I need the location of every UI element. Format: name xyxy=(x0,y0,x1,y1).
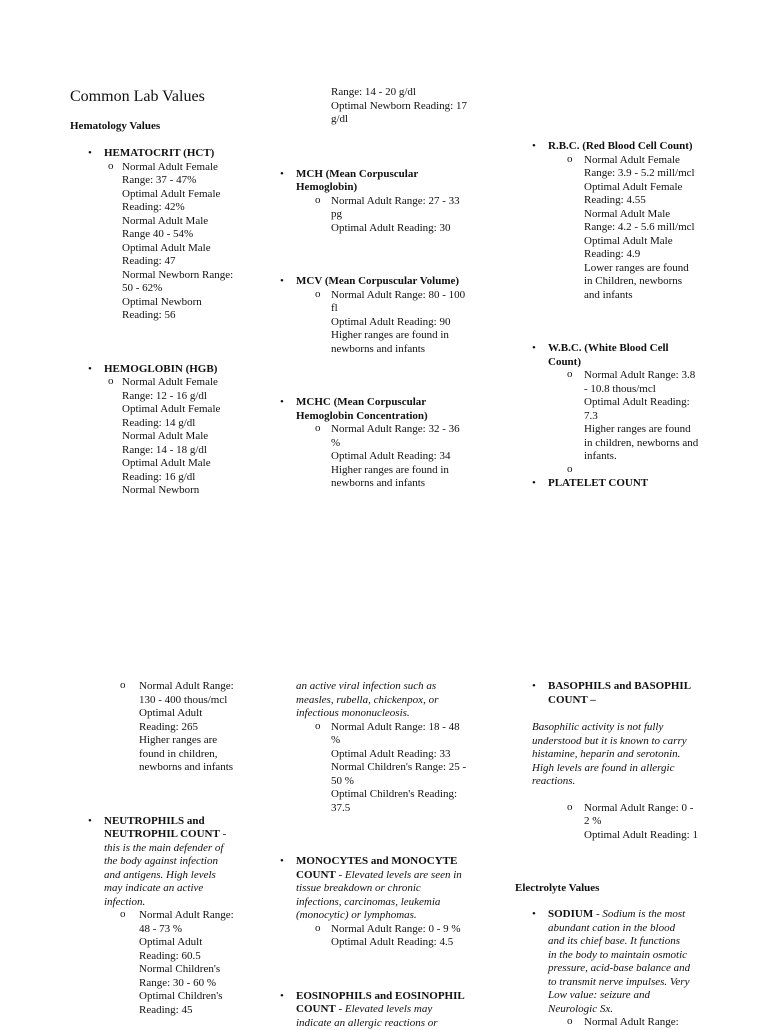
text-line: Higher ranges are found in xyxy=(331,329,485,343)
text-line: indicate an allergic reactions or xyxy=(296,1017,490,1030)
text-line: Optimal Adult xyxy=(139,707,268,721)
mch-title-2: Hemoglobin) xyxy=(296,181,485,195)
text-line: Optimal Adult Reading: xyxy=(584,396,722,410)
text-line: an active viral infection such as xyxy=(296,680,490,694)
circle-bullet-icon: o xyxy=(315,288,321,302)
text-line: High levels are found in allergic xyxy=(532,762,742,776)
text-line: and infants xyxy=(584,289,722,303)
text-line: Reading: 16 g/dl xyxy=(122,471,260,485)
eosinophil-desc-first: - Elevated levels may xyxy=(336,1003,433,1015)
text-line: newborns and infants xyxy=(331,477,485,491)
mcv-title: MCV (Mean Corpuscular Volume) xyxy=(296,275,459,287)
mch-item xyxy=(270,168,485,195)
text-line: Normal Adult Male xyxy=(584,208,722,222)
column-2 xyxy=(270,86,485,491)
sodium-dash: - xyxy=(593,908,602,920)
circle-bullet-icon: o xyxy=(567,463,573,477)
bullet-icon: • xyxy=(532,477,536,491)
text-line: Optimal Adult Male xyxy=(122,242,260,256)
text-line: and its chief base. It functions xyxy=(548,935,742,949)
column-1 xyxy=(70,88,260,498)
text-line: Normal Adult Male xyxy=(122,430,260,444)
text-line: Normal Adult Range: 0 - 9 % xyxy=(331,923,490,937)
text-line: % xyxy=(331,437,485,451)
text-line: to transmit nerve impulses. Very xyxy=(548,976,742,990)
lymphocyte-values xyxy=(270,721,490,816)
bottom-column-1 xyxy=(78,680,268,1017)
bottom-column-2 xyxy=(270,680,490,1030)
text-line: Reading: 42% xyxy=(122,201,260,215)
monocyte-item xyxy=(270,855,490,923)
basophil-item xyxy=(522,680,742,707)
text-line: pressure, acid-base balance and xyxy=(548,962,742,976)
bullet-icon: • xyxy=(280,396,284,410)
bullet-icon: • xyxy=(280,855,284,869)
text-line: Normal Children's Range: 25 - xyxy=(331,761,490,775)
hct-item xyxy=(78,147,260,161)
text-line: Optimal Adult xyxy=(139,936,268,950)
text-line: Optimal Adult Reading: 1 xyxy=(584,829,742,843)
text-line: Range: 12 - 16 g/dl xyxy=(122,390,260,404)
text-line: Range: 4.2 - 5.6 mill/mcl xyxy=(584,221,722,235)
basophil-values xyxy=(522,802,742,843)
text-line: Optimal Children's Reading: xyxy=(331,788,490,802)
neutrophil-values xyxy=(78,909,268,1017)
mcv-values xyxy=(270,289,485,357)
column-3 xyxy=(522,140,722,490)
text-line: Reading: 4.9 xyxy=(584,248,722,262)
hgb-continued xyxy=(270,86,485,127)
text-line: Normal Newborn Range: xyxy=(122,269,260,283)
lymphocyte-continued xyxy=(270,680,490,721)
text-line: 7.3 xyxy=(584,410,722,424)
text-line: Normal Adult Range: 32 - 36 xyxy=(331,423,485,437)
bullet-icon: • xyxy=(532,342,536,356)
text-line: g/dl xyxy=(331,113,485,127)
mchc-item xyxy=(270,396,485,423)
text-line: infection. xyxy=(104,896,268,910)
text-line: Reading: 60.5 xyxy=(139,950,268,964)
text-line: Normal Adult Female xyxy=(584,154,722,168)
text-line: understood but it is known to carry xyxy=(532,735,742,749)
wbc-title: W.B.C. (White Blood Cell xyxy=(548,342,722,356)
text-line: in the body to maintain osmotic xyxy=(548,949,742,963)
monocyte-desc-first: - Elevated levels are seen in xyxy=(336,869,462,881)
text-line: in children, newborns and xyxy=(584,437,722,451)
wbc-item xyxy=(522,342,722,369)
monocyte-title: MONOCYTES and MONOCYTE xyxy=(296,855,490,869)
mcv-item xyxy=(270,275,485,289)
text-line: Higher ranges are found xyxy=(584,423,722,437)
text-line: measles, rubella, chickenpox, or xyxy=(296,694,490,708)
hgb-item xyxy=(78,363,260,377)
bullet-icon: • xyxy=(88,363,92,377)
text-line: Range: 3.9 - 5.2 mill/mcl xyxy=(584,167,722,181)
text-line: Low value: seizure and xyxy=(548,989,742,1003)
text-line: Normal Adult Range: 0 - xyxy=(584,802,742,816)
sodium-title: SODIUM xyxy=(548,908,593,920)
monocyte-values xyxy=(270,923,490,950)
text-line: Optimal Adult Female xyxy=(584,181,722,195)
text-line: Optimal Adult Male xyxy=(122,457,260,471)
text-line: newborns and infants xyxy=(331,343,485,357)
circle-bullet-icon: o xyxy=(315,194,321,208)
bullet-icon: • xyxy=(280,990,284,1004)
eosinophil-title-2: COUNT xyxy=(296,1003,336,1015)
text-line: Normal Adult Range: 27 - 33 xyxy=(331,195,485,209)
text-line: Range: 37 - 47% xyxy=(122,174,260,188)
section-title-hematology: Hematology Values xyxy=(70,120,260,132)
text-line: (monocytic) or lymphomas. xyxy=(296,909,490,923)
neutrophil-title: NEUTROPHILS and xyxy=(104,815,268,829)
platelet-title: PLATELET COUNT xyxy=(548,477,648,489)
eosinophil-title: EOSINOPHILS and EOSINOPHIL xyxy=(296,990,490,1004)
text-line: 50 - 62% xyxy=(122,282,260,296)
text-line: Optimal Adult Reading: 34 xyxy=(331,450,485,464)
circle-bullet-icon: o xyxy=(567,1015,573,1029)
text-line: Range: 30 - 60 % xyxy=(139,977,268,991)
text-line: Reading: 4.55 xyxy=(584,194,722,208)
circle-bullet-icon: o xyxy=(567,368,573,382)
mchc-values xyxy=(270,423,485,491)
bullet-icon: • xyxy=(280,168,284,182)
mch-values xyxy=(270,195,485,236)
circle-bullet-icon: o xyxy=(120,679,126,693)
neutrophil-dash: - xyxy=(220,828,226,840)
text-line: Normal Adult Female xyxy=(122,376,260,390)
circle-bullet-icon: o xyxy=(315,720,321,734)
text-line: Optimal Adult Reading: 33 xyxy=(331,748,490,762)
monocyte-title-2: COUNT xyxy=(296,869,336,881)
text-line: histamine, heparin and serotonin. xyxy=(532,748,742,762)
page-title: Common Lab Values xyxy=(70,88,260,106)
text-line: found in children, xyxy=(139,748,268,762)
circle-bullet-icon: o xyxy=(108,375,114,389)
text-line: Reading: 14 g/dl xyxy=(122,417,260,431)
text-line: 37.5 xyxy=(331,802,490,816)
text-line: Optimal Adult Reading: 4.5 xyxy=(331,936,490,950)
text-line: this is the main defender of xyxy=(104,842,268,856)
basophil-desc xyxy=(522,721,742,789)
circle-bullet-icon: o xyxy=(567,153,573,167)
text-line: 48 - 73 % xyxy=(139,923,268,937)
rbc-title: R.B.C. (Red Blood Cell Count) xyxy=(548,140,693,152)
text-line: Normal Adult Male xyxy=(122,215,260,229)
text-line: Normal Adult Range: 18 - 48 xyxy=(331,721,490,735)
text-line: Optimal Adult Female xyxy=(122,188,260,202)
hgb-values xyxy=(78,376,260,498)
text-line: Normal Adult Range: xyxy=(584,1016,742,1030)
text-line: Optimal Adult Male xyxy=(584,235,722,249)
bullet-icon: • xyxy=(532,908,536,922)
circle-bullet-icon: o xyxy=(315,922,321,936)
text-line: pg xyxy=(331,208,485,222)
bottom-section xyxy=(0,678,768,1024)
text-line: infants. xyxy=(584,450,722,464)
text-line: reactions. xyxy=(532,775,742,789)
sodium-item xyxy=(522,908,742,1016)
text-line: Reading: 56 xyxy=(122,309,260,323)
bottom-column-3 xyxy=(522,680,742,1030)
bullet-icon: • xyxy=(532,680,536,694)
wbc-title-2: Count) xyxy=(548,356,722,370)
text-line: Optimal Adult Reading: 30 xyxy=(331,222,485,236)
text-line: 2 % xyxy=(584,815,742,829)
text-line: Optimal Newborn Reading: 17 xyxy=(331,100,485,114)
text-line: Normal Newborn xyxy=(122,484,260,498)
text-line: Reading: 45 xyxy=(139,1004,268,1018)
text-line: % xyxy=(331,734,490,748)
text-line: Neurologic Sx. xyxy=(548,1003,742,1017)
text-line: and antigens. High levels xyxy=(104,869,268,883)
text-line: Range: 14 - 20 g/dl xyxy=(331,86,485,100)
hct-values xyxy=(78,161,260,323)
text-line: may indicate an active xyxy=(104,882,268,896)
text-line: in Children, newborns xyxy=(584,275,722,289)
text-line: Higher ranges are xyxy=(139,734,268,748)
empty-subitem xyxy=(522,464,722,477)
mch-title: MCH (Mean Corpuscular xyxy=(296,168,485,182)
text-line: infectious mononucleosis. xyxy=(296,707,490,721)
circle-bullet-icon: o xyxy=(567,801,573,815)
neutrophil-title-2: NEUTROPHIL COUNT xyxy=(104,828,220,840)
text-line: tissue breakdown or chronic xyxy=(296,882,490,896)
text-line: Normal Adult Range: xyxy=(139,680,268,694)
mchc-title: MCHC (Mean Corpuscular xyxy=(296,396,485,410)
text-line: Range 40 - 54% xyxy=(122,228,260,242)
text-line: infections, carcinomas, leukemia xyxy=(296,896,490,910)
text-line: Normal Children's xyxy=(139,963,268,977)
basophil-title-2: COUNT – xyxy=(548,694,742,708)
mchc-title-2: Hemoglobin Concentration) xyxy=(296,410,485,424)
hgb-title: HEMOGLOBIN (HGB) xyxy=(104,363,217,375)
sodium-desc-first: Sodium is the most xyxy=(602,908,685,920)
text-line: abundant cation in the blood xyxy=(548,922,742,936)
text-line: Basophilic activity is not fully xyxy=(532,721,742,735)
text-line: 130 - 400 thous/mcl xyxy=(139,694,268,708)
text-line: - 10.8 thous/mcl xyxy=(584,383,722,397)
rbc-item xyxy=(522,140,722,154)
text-line: Normal Adult Range: xyxy=(139,909,268,923)
text-line: Normal Adult Range: 3.8 xyxy=(584,369,722,383)
circle-bullet-icon: o xyxy=(108,160,114,174)
neutrophil-item xyxy=(78,815,268,910)
platelet-item xyxy=(522,477,722,491)
bullet-icon: • xyxy=(88,815,92,829)
text-line: Optimal Adult Female xyxy=(122,403,260,417)
circle-bullet-icon: o xyxy=(315,422,321,436)
rbc-values xyxy=(522,154,722,303)
bullet-icon: • xyxy=(88,147,92,161)
text-line: Range: 14 - 18 g/dl xyxy=(122,444,260,458)
text-line: fl xyxy=(331,302,485,316)
platelet-values xyxy=(78,680,268,775)
text-line: 50 % xyxy=(331,775,490,789)
basophil-title: BASOPHILS and BASOPHIL xyxy=(548,680,742,694)
text-line: Optimal Children's xyxy=(139,990,268,1004)
text-line: Normal Adult Range: 80 - 100 xyxy=(331,289,485,303)
sodium-values xyxy=(522,1016,742,1030)
hct-title: HEMATOCRIT (HCT) xyxy=(104,147,214,159)
text-line: Optimal Adult Reading: 90 xyxy=(331,316,485,330)
text-line: Higher ranges are found in xyxy=(331,464,485,478)
text-line: Reading: 47 xyxy=(122,255,260,269)
text-line: Optimal Newborn xyxy=(122,296,260,310)
circle-bullet-icon: o xyxy=(120,908,126,922)
text-line: Lower ranges are found xyxy=(584,262,722,276)
wbc-values xyxy=(522,369,722,464)
text-line: Reading: 265 xyxy=(139,721,268,735)
bullet-icon: • xyxy=(532,140,536,154)
text-line: the body against infection xyxy=(104,855,268,869)
bullet-icon: • xyxy=(280,275,284,289)
section-title-electrolyte: Electrolyte Values xyxy=(515,882,742,894)
text-line: Normal Adult Female xyxy=(122,161,260,175)
text-line: newborns and infants xyxy=(139,761,268,775)
